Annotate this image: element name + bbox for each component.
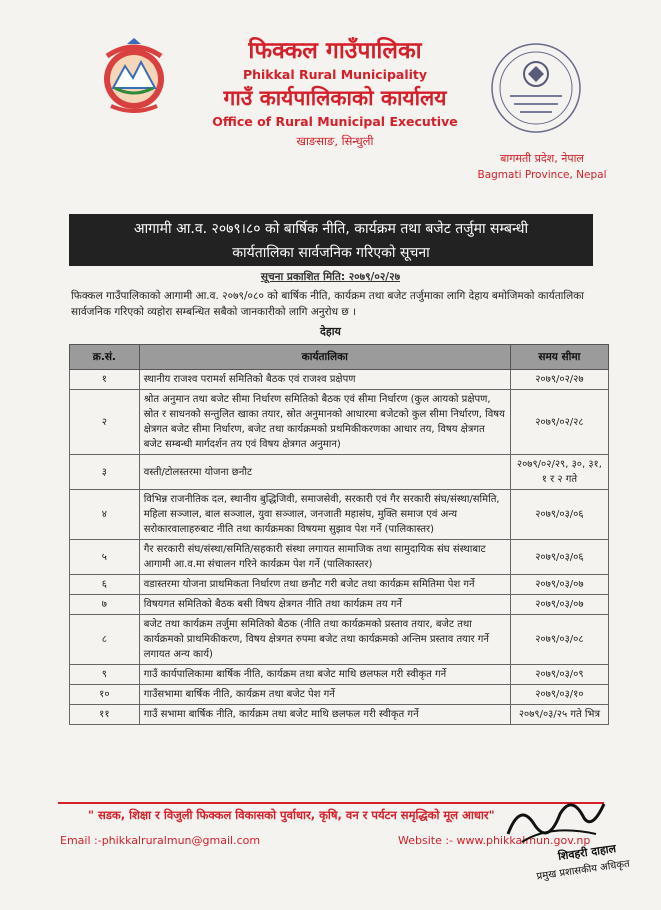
letterhead: [175, 36, 495, 150]
row-sn: ४: [70, 490, 140, 540]
municipality-name-english: Phikkal Rural Municipality: [242, 67, 428, 82]
nepal-emblem-icon: [93, 36, 175, 118]
published-date: सूचना प्रकाशित मिति: २०७९/०२/२७: [260, 271, 401, 283]
row-task: गाउँ सभामा बार्षिक नीति, कार्यक्रम तथा बजेट माथि छलफल गरी स्वीकृत गर्ने: [139, 705, 510, 725]
row-sn: ८: [70, 615, 140, 665]
office-name-nepali: गाउँ कार्यपालिकाको कार्यालय: [223, 86, 447, 110]
row-deadline: २०७९/०३/०९: [510, 665, 608, 685]
column-header-deadline: समय सीमा: [510, 345, 608, 370]
row-task: वस्ती/टोलस्तरमा योजना छनौट: [139, 455, 510, 490]
table-header-row: [70, 345, 609, 370]
signer-name: शिवहरी दाहाल: [557, 842, 617, 863]
table-row: [70, 665, 609, 685]
row-sn: ५: [70, 540, 140, 575]
row-sn: ६: [70, 575, 140, 595]
row-deadline: २०७९/०३/०६: [510, 540, 608, 575]
row-sn: ९: [70, 665, 140, 685]
row-task: श्रोत अनुमान तथा बजेट सीमा निर्धारण समितिको बैठक एवं सीमा निर्धारण (कुल आयको प्रक्षेपण, स्रोत र साधनको सन्तुलित खाका तयार, स्रोत अनुमानको आधारमा बजेटको कुल सीमा निर्धारण, विषय क्षेत्रगत बजेट सीमा निर्धारण, बजेट तथा कार्यक्रमको प्रथमिकीकरणका आधार तय, विषय क्षेत्रगत बजेट सम्बन्धी मार्गदर्शन तय एवं विषय क्षेत्रगत अनुमान): [139, 390, 510, 455]
schedule-table: [69, 344, 609, 725]
province-block: [472, 150, 612, 183]
row-task: स्थानीय राजश्व परामर्श समितिको बैठक एवं राजश्व प्रक्षेपण: [139, 370, 510, 390]
province-english: Bagmati Province, Nepal: [477, 169, 607, 181]
row-deadline: २०७९/०२/२७: [510, 370, 608, 390]
table-row: [70, 540, 609, 575]
table-row: [70, 685, 609, 705]
table-row: [70, 390, 609, 455]
row-task: वडास्तरमा योजना प्राथमिकता निर्धारण तथा छनौट गरी बजेट तथा कार्यक्रम समितिमा पेश गर्ने: [139, 575, 510, 595]
signature-icon: [500, 784, 610, 850]
row-sn: ३: [70, 455, 140, 490]
table-row: [70, 370, 609, 390]
notice-title-line1: आगामी आ.व. २०७९।८० को बार्षिक नीति, कार्यक्रम तथा बजेट तर्जुमा सम्बन्धी: [133, 221, 529, 237]
signer-title: प्रमुख प्रशासकीय अधिकृत: [535, 858, 631, 883]
row-deadline: २०७९/०३/०७: [510, 595, 608, 615]
column-header-sn: क्र.सं.: [70, 345, 140, 370]
row-sn: ११: [70, 705, 140, 725]
intro-paragraph: फिक्कल गाउँपालिकाको आगामी आ.व. २०७९/०८० को बार्षिक नीति, कार्यक्रम तथा बजेट तर्जुमाका लागि देहाय बमोजिमको कार्यतालिका सार्वजनिक गरिएको व्यहोरा सम्बन्धित सबैको जानकारीको लागि अनुरोध छ ।: [71, 290, 585, 318]
row-sn: १०: [70, 685, 140, 705]
row-task: विभिन्न राजनीतिक दल, स्थानीय बुद्धिजिवी, समाजसेवी, सरकारी एवं गैर सरकारी संघ/संस्था/समिति, महिला सञ्जाल, बाल सञ्जाल, युवा सञ्जाल, जनजाती महासंघ, मुक्ति समाज एवं अन्य सरोकारवालाहरुबाट नीति तथा कार्यक्रमका विषयमा सुझाव पेश गर्ने (पालिकास्तर): [139, 490, 510, 540]
municipality-name-nepali: फिक्कल गाउँपालिका: [248, 38, 422, 64]
table-row: [70, 575, 609, 595]
table-row: [70, 615, 609, 665]
table-row: [70, 595, 609, 615]
row-task: गैर सरकारी संघ/संस्था/समिति/सहकारी संस्था लगायत सामाजिक तथा सामुदायिक संघ संस्थाबाट आगामी आ.व.मा संचालन गरिने कार्यक्रम पेश गर्ने (पालिकास्तर): [139, 540, 510, 575]
row-deadline: २०७९/०३/१०: [510, 685, 608, 705]
address-nepali: खाङसाङ, सिन्धुली: [296, 134, 374, 148]
office-seal-icon: [488, 40, 584, 136]
footer-website: Website :- www.phikkalmun.gov.np: [398, 834, 591, 847]
footer-email: Email :-phikkalruralmun@gmail.com: [60, 834, 261, 847]
notice-title-banner: [69, 214, 593, 266]
row-task: विषयगत समितिको बैठक बसी विषय क्षेत्रगत नीति तथा कार्यक्रम तय गर्ने: [139, 595, 510, 615]
notice-title-line2: कार्यतालिका सार्वजनिक गरिएको सूचना: [232, 245, 430, 261]
row-sn: १: [70, 370, 140, 390]
table-row: [70, 705, 609, 725]
row-sn: २: [70, 390, 140, 455]
table-row: [70, 455, 609, 490]
column-header-task: कार्यतालिका: [139, 345, 510, 370]
office-name-english: Office of Rural Municipal Executive: [212, 114, 458, 129]
footer-slogan: " सडक, शिक्षा र विजुली फिक्कल विकासको पुर्वाधार, कृषि, वन र पर्यटन समृद्धिको मूल आधार": [88, 808, 495, 822]
row-deadline: २०७९/०३/०६: [510, 490, 608, 540]
section-heading: देहाय: [320, 325, 341, 338]
row-task: बजेट तथा कार्यक्रम तर्जुमा समितिको बैठक (नीति तथा कार्यक्रमको प्रस्ताव तयार, बजेट तथा कार्यक्रमको प्राथमिकीकरण, विषय क्षेत्रगत रुपमा बजेट तथा कार्यक्रमको अन्तिम प्रस्ताव तयार गर्ने लगायत अन्य कार्य): [139, 615, 510, 665]
row-deadline: २०७९/०३/०८: [510, 615, 608, 665]
province-nepali: बागमती प्रदेश, नेपाल: [500, 152, 584, 165]
table-row: [70, 490, 609, 540]
row-deadline: २०७९/०३/२५ गते भित्र: [510, 705, 608, 725]
row-deadline: २०७९/०२/२८: [510, 390, 608, 455]
row-deadline: २०७९/०३/०७: [510, 575, 608, 595]
row-task: गाउँ कार्यपालिकामा बार्षिक नीति, कार्यक्रम तथा बजेट माथि छलफल गरी स्वीकृत गर्ने: [139, 665, 510, 685]
row-sn: ७: [70, 595, 140, 615]
row-task: गाउँसभामा बार्षिक नीति, कार्यक्रम तथा बजेट पेश गर्ने: [139, 685, 510, 705]
row-deadline: २०७९/०२/२९, ३०, ३१, १ र २ गते: [510, 455, 608, 490]
